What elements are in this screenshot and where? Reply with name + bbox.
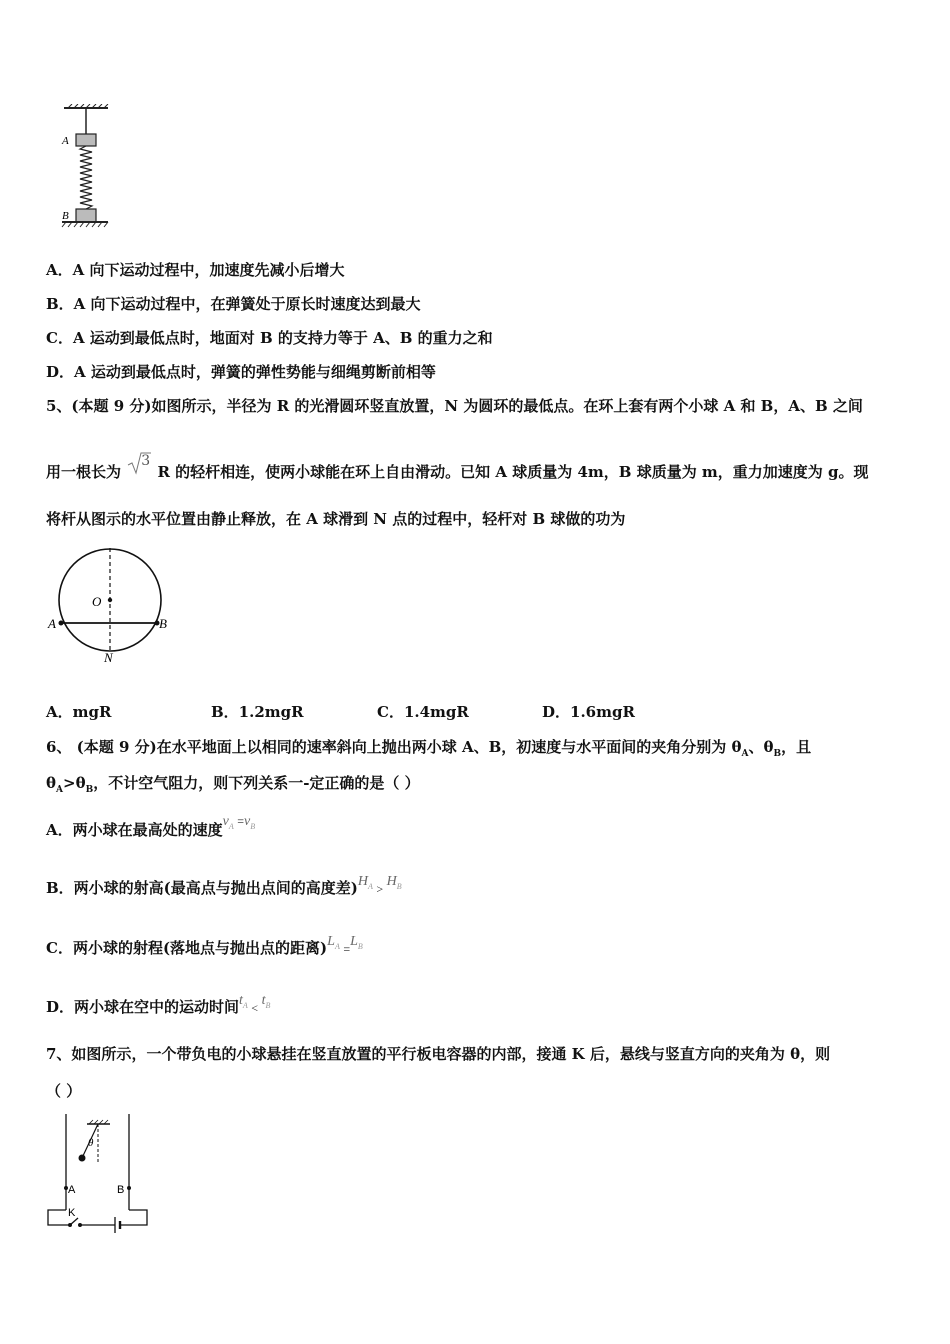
q4-option-d: D．A 运动到最低点时，弹簧的弹性势能与细绳剪断前相等 — [46, 363, 436, 381]
q7-line-1: 7、如图所示，一个带负电的小球悬挂在竖直放置的平行板电容器的内部，接通 K 后，悬线与竖直方向的夹角为 θ，则 — [46, 1045, 831, 1063]
block-a — [76, 134, 96, 146]
label-a: A — [62, 135, 69, 147]
label-b: B — [117, 1184, 125, 1196]
label-b: B — [159, 616, 167, 631]
label-a: A — [68, 1184, 76, 1196]
label-o: O — [92, 594, 102, 609]
q4-option-b: B．A 向下运动过程中，在弹簧处于原长时速度达到最大 — [46, 295, 421, 313]
q4-option-c: C．A 运动到最低点时，地面对 B 的支持力等于 A、B 的重力之和 — [46, 329, 493, 347]
q6-line-1: 6、 (本题 9 分)在水平地面上以相同的速率斜向上抛出两小球 A、B，初速度与水平面间的夹角分别为 $\theta_A$、$\theta_B$，且 — [46, 738, 812, 759]
q5-line-2: 用一根长为 3 R 的轻杆相连，使两小球能在环上自由滑动。已知 A 球质量为 4m，B 球质量为 m，重力加速度为 g。现 — [46, 453, 869, 481]
q6-line-2: $\theta_A>\theta_B$，不计空气阻力，则下列关系一-定正确的是（ ） — [46, 774, 420, 795]
q6-option-b: B．两小球的射高(最高点与抛出点间的高度差)$H_A > H_B$ — [46, 874, 402, 897]
q6-option-c: C．两小球的射程(落地点与抛出点的距离)$L_A =L_B$ — [46, 934, 363, 957]
label-a: A — [48, 616, 56, 631]
q6-option-d: D．两小球在空中的运动时间$t_A < t_B$ — [46, 993, 271, 1016]
q5-line-3: 将杆从图示的水平位置由静止释放，在 A 球滑到 N 点的过程中，轻杆对 B 球做的功为 — [46, 510, 626, 528]
q6-option-a: A．两小球在最高处的速度$v_A =v_B$ — [46, 814, 256, 839]
q5-option-d: D．1.6mgR — [542, 703, 635, 721]
label-n: N — [104, 650, 113, 664]
block-b — [76, 209, 96, 222]
label-b: B — [62, 210, 69, 222]
capacitor-figure — [44, 1112, 154, 1234]
q5-options — [46, 702, 746, 722]
sqrt-expression: 3 — [126, 459, 152, 479]
q7-line-2: （ ） — [46, 1082, 82, 1100]
q5-line-1: 5、(本题 9 分)如图所示，半径为 R 的光滑圆环竖直放置，N 为圆环的最低点。在环上套有两个小球 A 和 B，A、B 之间 — [46, 397, 863, 415]
q5-option-b: B．1.2mgR — [211, 703, 304, 721]
label-k: K — [68, 1207, 76, 1219]
ring-figure — [46, 548, 176, 664]
spring-figure — [58, 104, 114, 230]
q5-option-a: A．mgR — [46, 703, 112, 721]
q5-option-c: C．1.4mgR — [377, 703, 469, 721]
q4-option-a: A．A 向下运动过程中，加速度先减小后增大 — [46, 261, 345, 279]
label-theta: θ — [88, 1137, 94, 1149]
